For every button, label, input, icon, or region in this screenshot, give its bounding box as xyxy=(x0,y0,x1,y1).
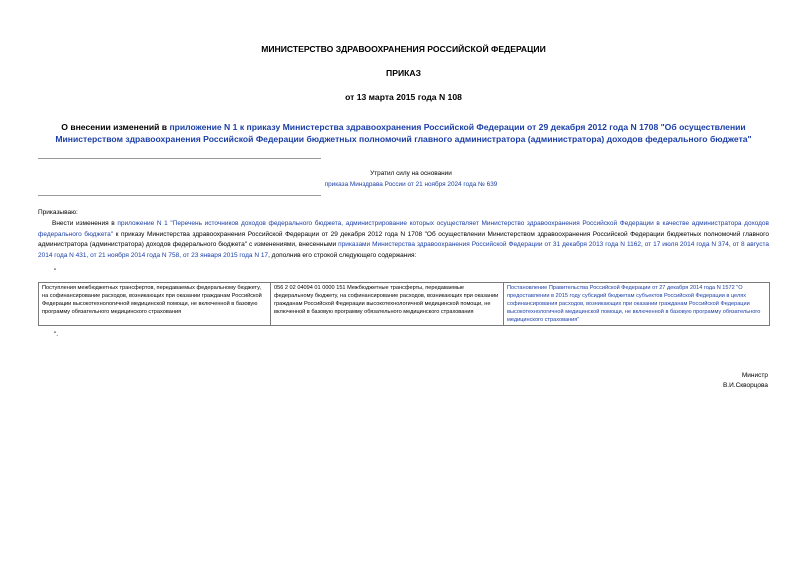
quote-close: ". xyxy=(54,331,59,338)
title-link[interactable]: приложение N 1 к приказу Министерства здравоохранения Российской Федерации от 29 декабря 2012 года N 1708 "Об осуществлении Министерством здравоохранения Российской Федерации бюджетных полномочий главного администратора (администратора) доходов федерального бюджета" xyxy=(55,122,752,144)
order-paragraph xyxy=(38,219,769,261)
table-cell-basis-link[interactable]: Постановление Правительства Российской Федерации от 27 декабря 2014 года N 1572 "О предоставлении в 2015 году субсидий бюджетам субъектов Российской Федерации в целях софинансирования расходов, возникающих при оказании гражданам Российской Федерации высокотехнологичной медицинской помощи, не включенной в базовую программу обязательного медицинского страхования" xyxy=(504,283,770,326)
quote-open: " xyxy=(54,268,57,275)
paragraph-end: , дополнив его строкой следующего содержания: xyxy=(268,251,417,259)
table-cell-code: 056 2 02 04094 01 0000 151 Межбюджетные трансферты, передаваемые федеральному бюджету, на софинансирование расходов, возникающих при оказании гражданам Российской Федерации высокотехнологичной медицинской помощи, не включенной в базовую программу обязательного медицинского страхования xyxy=(271,283,504,326)
ministry-heading: МИНИСТЕРСТВО ЗДРАВООХРАНЕНИЯ РОССИЙСКОЙ ФЕДЕРАЦИИ xyxy=(261,44,546,54)
title-prefix: О внесении изменений в xyxy=(61,122,170,132)
paragraph-middle: к приказу Министерства здравоохранения Российской Федерации от 29 декабря 2012 года N 1708 "Об осуществлении Министерством здравоохранения Российской Федерации бюджетных полномочий главного администратора (администратора) доходов федерального бюджета" с изменениями, внесенными xyxy=(38,230,769,248)
divider-top xyxy=(38,158,321,159)
appendix-link[interactable]: приложение N 1 "Перечень источников доходов федерального бюджета, администрирование которых осуществляет Министерство здравоохранения Российской Федерации в качестве администратора доходов федерального бюджета" xyxy=(38,220,769,238)
signature-name: В.И.Скворцова xyxy=(722,382,768,389)
document-title xyxy=(36,121,771,145)
document-type: ПРИКАЗ xyxy=(386,68,421,78)
signature-position: Министр xyxy=(741,372,768,379)
document-date: от 13 марта 2015 года N 108 xyxy=(345,92,462,102)
order-lead: Приказываю: xyxy=(38,209,78,216)
divider-bottom xyxy=(38,195,321,196)
table-row xyxy=(39,283,770,326)
amendments-link[interactable]: приказами Министерства здравоохранения Российской Федерации от 31 декабря 2013 года N 1162, от 17 июля 2014 года N 374, от 8 августа 2014 года N 431, от 21 ноября 2014 года N 758, от 23 января 2015 года N 17 xyxy=(38,241,770,259)
status-text: Утратил силу на основании xyxy=(370,170,452,177)
paragraph-intro: Внести изменения в xyxy=(52,220,118,227)
revenue-table xyxy=(38,282,770,326)
table-cell-description: Поступления межбюджетных трансфертов, передаваемых федеральному бюджету, на софинансирование расходов, возникающих при оказании гражданам Российской Федерации высокотехнологичной медицинской помощи, не включенной в базовую программу обязательного медицинского страхования xyxy=(39,283,271,326)
status-link[interactable]: приказа Минздрава России от 21 ноября 2024 года № 639 xyxy=(324,181,498,188)
